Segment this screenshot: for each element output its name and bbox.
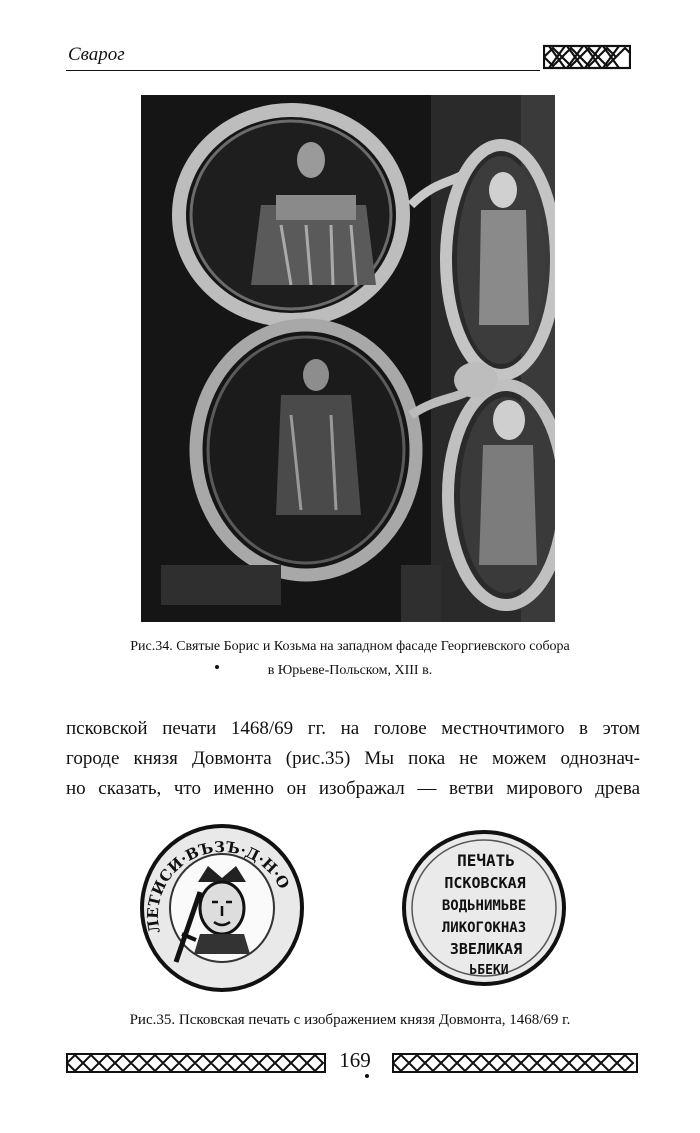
- relief-image-icon: [141, 95, 555, 622]
- seal-obverse-coin: [138, 822, 306, 994]
- seal-reverse-line: ПСКОВСКАЯ: [444, 874, 526, 892]
- relief-photograph: [141, 95, 555, 622]
- seal-reverse-line: ЬБЕКИ: [469, 963, 509, 978]
- seal-reverse-line: ВОДЬНИМЬВЕ: [441, 898, 527, 914]
- figure-34-caption-line2: в Юрьеве-Польском, XIII в.: [267, 663, 433, 678]
- body-text-line: но сказать, что именно он изображал — ветви мирового древа: [66, 778, 640, 799]
- body-text-line: псковской печати 1468/69 гг. на голове местночтимого в этом: [66, 718, 640, 739]
- figure-34-caption-line1: Рис.34. Святые Борис и Козьма на западном фасаде Георгиевского собора: [130, 639, 570, 654]
- seal-reverse-line: ЛИКОГОКНАЗ: [441, 920, 527, 936]
- seal-reverse-line: ЗВЕЛИКАЯ: [449, 940, 523, 958]
- seal-reverse-line: ПЕЧАТЬ: [457, 851, 515, 870]
- seal-obverse-legend: ЛЕТИСИ·ВЪЗЪ·Д·Н·О: [143, 837, 293, 935]
- running-header-title: Сварог: [68, 44, 125, 65]
- figure-35-caption: Рис.35. Псковская печать с изображением князя Довмонта, 1468/69 г.: [129, 1012, 571, 1028]
- knot-ornament-icon: [543, 44, 631, 70]
- header-rule: [66, 70, 540, 71]
- body-text-line: городе князя Довмонта (рис.35) Мы пока не можем однознач-: [66, 748, 640, 769]
- page-mark: [365, 1074, 369, 1078]
- knot-ornament-icon: [392, 1052, 638, 1074]
- knot-ornament-icon: [66, 1052, 326, 1074]
- page-number: 169: [339, 1048, 371, 1072]
- seal-reverse-coin: [401, 828, 567, 988]
